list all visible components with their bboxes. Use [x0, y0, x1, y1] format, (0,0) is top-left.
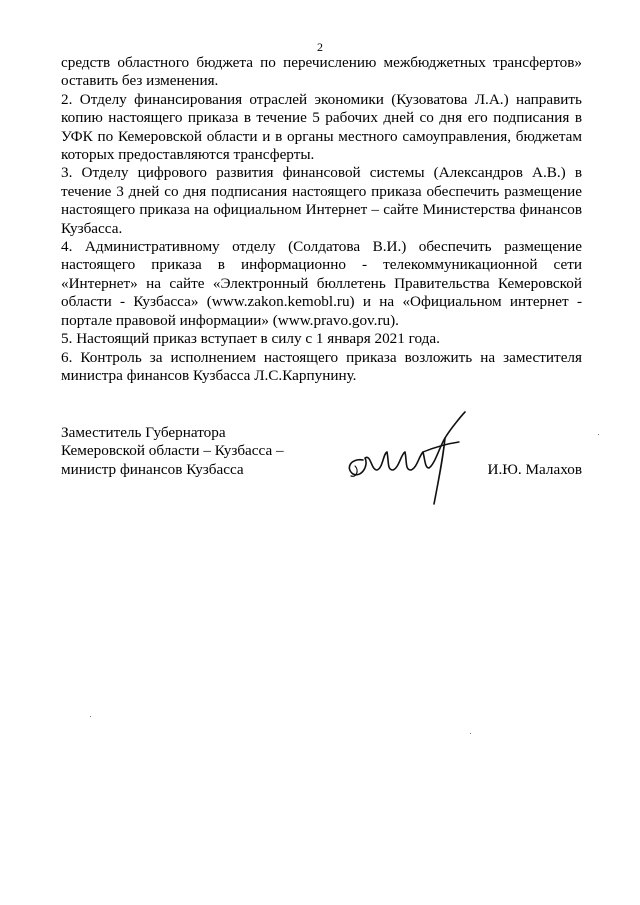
paragraph-item-4: 4. Административному отделу (Солдатова В.И.) обеспечить размещение настоящего приказа в информационно - телекоммуникационной сети «Интернет» на сайте «Электронный бюллетень Правительства Кемеровской области - Кузбасса» (www.zakon.kemobl.ru) и на «Официальном интернет - портале правовой информации» (www.pravo.gov.ru). [61, 238, 582, 329]
scan-speck [90, 716, 91, 717]
paragraph-item-2: 2. Отделу финансирования отраслей экономики (Кузоватова Л.А.) направить копию настоящего приказа в течение 5 рабочих дней со дня его подписания в УФК по Кемеровской области и в органы местного самоуправления, бюджетам которых предоставляются трансферты. [61, 90, 582, 164]
scan-speck [470, 733, 471, 734]
signer-position-line-2: Кемеровской области – Кузбасса – [61, 442, 284, 460]
document-body [61, 54, 582, 385]
paragraph-item-6: 6. Контроль за исполнением настоящего приказа возложить на заместителя министра финансов Кузбасса Л.С.Карпунину. [61, 348, 582, 384]
handwritten-signature [341, 408, 471, 508]
signer-position-line-3: министр финансов Кузбасса [61, 460, 244, 478]
signer-position-line-1: Заместитель Губернатора [61, 424, 226, 441]
paragraph-continuation: средств областного бюджета по перечислению межбюджетных трансфертов» оставить без изменения. [61, 54, 582, 90]
paragraph-item-5: 5. Настоящий приказ вступает в силу с 1 января 2021 года. [61, 330, 440, 348]
signer-name: И.Ю. Малахов [487, 461, 582, 478]
scan-speck [598, 434, 599, 435]
signer-position [61, 424, 284, 479]
signature-block [61, 424, 582, 514]
page-number: 2 [317, 40, 323, 54]
paragraph-item-3: 3. Отделу цифрового развития финансовой системы (Александров А.В.) в течение 3 дней со дня подписания настоящего приказа обеспечить размещение настоящего приказа на официальном Интернет – сайте Министерства финансов Кузбасса. [61, 164, 582, 237]
